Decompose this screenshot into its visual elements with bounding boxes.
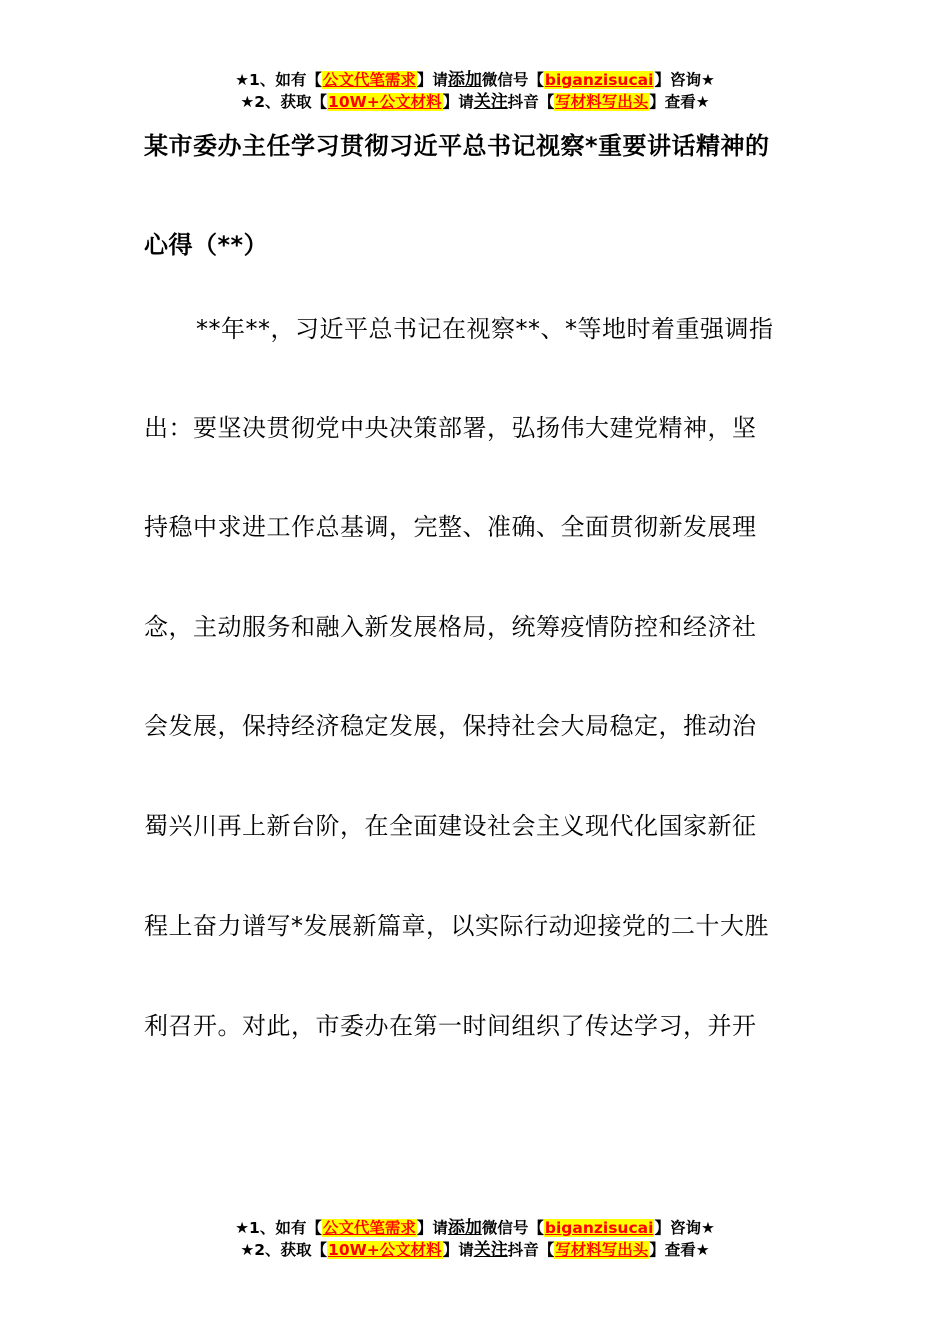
banner-text: 】请	[416, 1219, 448, 1237]
body-line-8: 利召开。对此，市委办在第一时间组织了传达学习，并开	[144, 1012, 757, 1040]
banner-underline-word: 关注	[473, 92, 508, 112]
banner-prefix: ★1、如有【	[235, 71, 322, 89]
banner-text: 抖音【	[507, 1241, 555, 1259]
banner-text: 】请	[442, 1241, 474, 1259]
banner-text: 】请	[442, 93, 474, 111]
document-title-line-1: 某市委办主任学习贯彻习近平总书记视察*重要讲话精神的	[144, 132, 770, 160]
footer-banner-line-1	[0, 1217, 950, 1239]
highlight-materials: 10W+公文材料	[328, 1241, 442, 1259]
footer-banner	[0, 1217, 950, 1261]
body-line-4: 念，主动服务和融入新发展格局，统筹疫情防控和经济社	[144, 613, 757, 641]
header-banner	[0, 69, 950, 113]
banner-prefix: ★1、如有【	[235, 1219, 322, 1237]
highlight-materials: 10W+公文材料	[328, 93, 442, 111]
banner-suffix: 】查看★	[649, 93, 710, 111]
footer-banner-line-2	[0, 1239, 950, 1261]
banner-suffix: 】咨询★	[654, 71, 715, 89]
body-line-5: 会发展，保持经济稳定发展，保持社会大局稳定，推动治	[144, 712, 757, 740]
banner-underline-word: 关注	[473, 1240, 508, 1260]
header-banner-line-2	[0, 91, 950, 113]
highlight-douyin-id: 写材料写出头	[555, 1241, 649, 1259]
banner-text: 】请	[416, 71, 448, 89]
body-line-7: 程上奋力谱写*发展新篇章，以实际行动迎接党的二十大胜	[144, 912, 769, 940]
banner-prefix: ★2、获取【	[240, 1241, 328, 1259]
highlight-service: 公文代笔需求	[322, 71, 416, 89]
banner-suffix: 】查看★	[649, 1241, 710, 1259]
banner-underline-word: 添加	[447, 70, 482, 90]
banner-text: 微信号【	[481, 1219, 544, 1237]
banner-prefix: ★2、获取【	[240, 93, 328, 111]
header-banner-line-1	[0, 69, 950, 91]
highlight-wechat-id: biganzisucai	[544, 1219, 654, 1237]
body-line-1: **年**，习近平总书记在视察**、*等地时着重强调指	[196, 315, 774, 343]
banner-text: 微信号【	[481, 71, 544, 89]
body-line-6: 蜀兴川再上新台阶，在全面建设社会主义现代化国家新征	[144, 812, 757, 840]
highlight-wechat-id: biganzisucai	[544, 71, 654, 89]
body-line-2: 出：要坚决贯彻党中央决策部署，弘扬伟大建党精神，坚	[144, 414, 757, 442]
highlight-service: 公文代笔需求	[322, 1219, 416, 1237]
body-line-3: 持稳中求进工作总基调，完整、准确、全面贯彻新发展理	[144, 513, 757, 541]
banner-underline-word: 添加	[447, 1218, 482, 1238]
banner-suffix: 】咨询★	[654, 1219, 715, 1237]
highlight-douyin-id: 写材料写出头	[555, 93, 649, 111]
banner-text: 抖音【	[507, 93, 555, 111]
document-title-line-2: 心得（**）	[144, 231, 269, 259]
